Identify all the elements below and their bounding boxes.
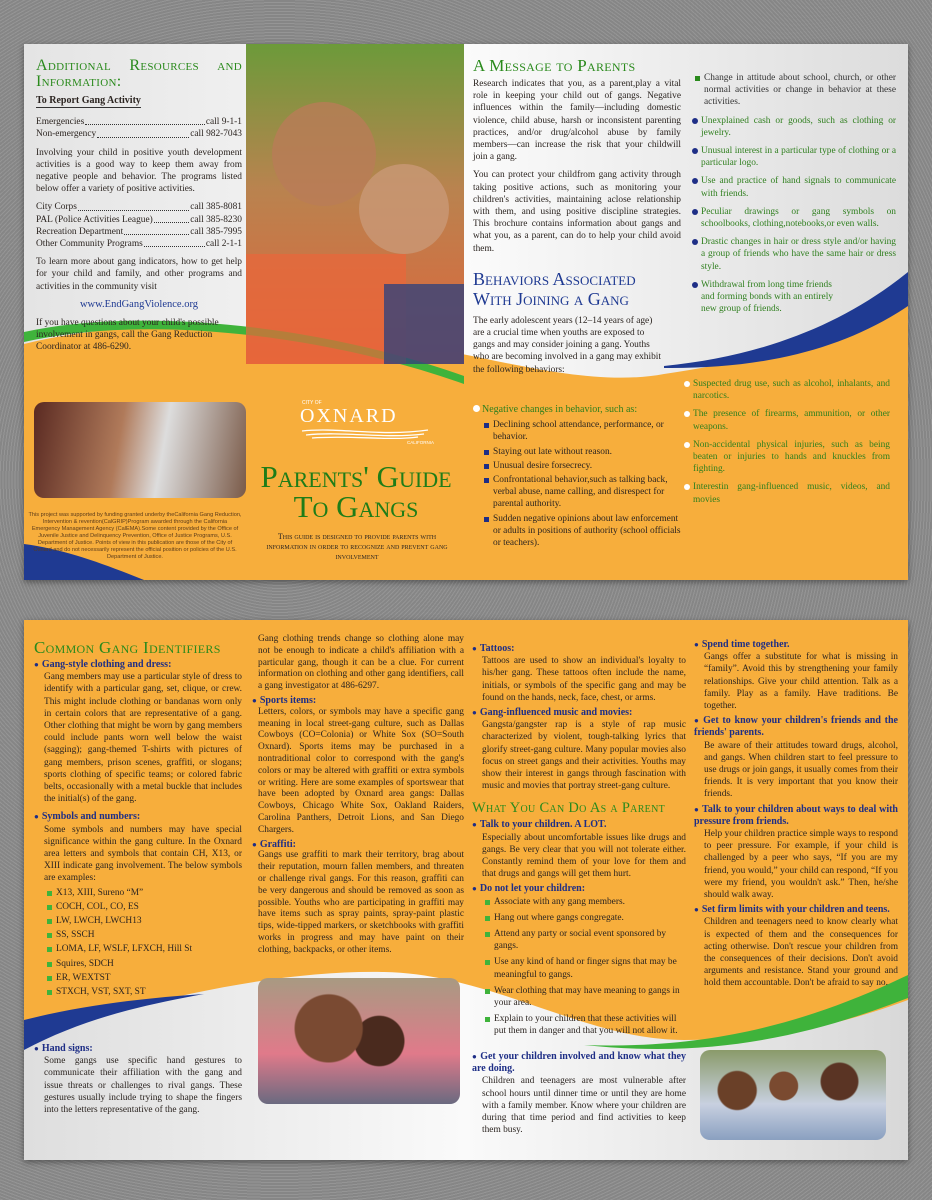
list-heading-text: Negative changes in behavior, such as: (482, 404, 638, 415)
logo-name: OXNARD (300, 405, 398, 427)
section-text: Tattoos are used to show an individual's loyalty to his/her gang. These tattoos often include the name, initials, or symbols of the specific gang and may be found on the hands, neck, face, chest, or arms. (482, 656, 686, 703)
section-text: Gang clothing trends change so clothing alone may not be enough to indicate a child's affiliation with a particular gang, though it can be a clue. For current information on clothing and other gang identifiers, call a gang investigator at 486-6297. (258, 634, 464, 692)
list-item: Unexplained cash or goods, such as clothing or jewelry. (692, 115, 896, 139)
program-label: PAL (Police Activities League) (36, 214, 153, 225)
contact-phone: call 9-1-1 (205, 117, 242, 128)
contact-label: Emergencies (36, 117, 85, 128)
message-column (473, 58, 681, 382)
logo-state: CALIFORNIA (406, 440, 434, 445)
program-phone: call 385-7995 (190, 226, 242, 237)
title-line: Parents' Guide (260, 459, 452, 494)
identifiers-heading: Common Gang Identifiers (34, 638, 221, 657)
section-title: ● Spend time together. (694, 639, 898, 651)
logo-city-of: CITY OF (302, 400, 322, 406)
list-item: Suspected drug use, such as alcohol, inhalants, and narcotics. (684, 378, 890, 402)
contact-label: Non-emergency (36, 129, 97, 140)
behavior-list (473, 404, 683, 551)
section-text: Gangsta/gangster rap is a style of rap music characterized by violent, tough-talking lyrics that glorify street-gang culture. Many popular movies also focus on street gangs and their activities. Youths may show their interest in gangs through fascination with music and movies that portray street-gang culture. (482, 720, 686, 792)
symbol-item: Squires, SDCH (46, 958, 242, 970)
symbol-item: ER, WEXTST (46, 972, 242, 984)
symbol-item: COCH, COL, CO, ES (46, 901, 242, 913)
program-phone: call 385-8230 (190, 214, 242, 225)
symbol-item: SS, SSCH (46, 929, 242, 941)
symbol-item: LW, LWCH, LWCH13 (46, 915, 242, 927)
mother-son-photo (258, 978, 460, 1104)
list-item: Attend any party or social event sponsored by gangs. (484, 928, 686, 952)
hand-signs-section (34, 1040, 242, 1122)
behaviors-intro: The early adolescent years (12–14 years of age) are a crucial time when youths are exposed to gangs and may consider joining a gang. Youths who are becoming involved in a gang may exhibit the following behaviors: (473, 315, 661, 375)
list-item: Non-accidental physical injuries, such as being beaten or injuries to hands and knuckles from fighting. (684, 439, 890, 476)
section-text: Be aware of their attitudes toward drugs, alcohol, and gangs. When children start to feel pressure to use drugs or join gangs, it usually comes from their friends. It is very important that you know their friends. (704, 740, 898, 800)
program-phone: call 2-1-1 (205, 239, 242, 250)
program-label: Recreation Department (36, 226, 124, 237)
list-item: Use any kind of hand or finger signs that may be meaningful to gangs. (484, 956, 686, 980)
list-heading (473, 404, 683, 416)
program-label: City Corps (36, 202, 77, 213)
list-item: Staying out late without reason. (483, 446, 683, 458)
program-pal (36, 214, 242, 226)
program-recreation (36, 226, 242, 238)
learn-more-text: To learn more about gang indicators, how to get help for your child and family, and other programs and activities in the community visit (36, 257, 242, 292)
section-title: ● Talk to your children about ways to deal with pressure from friends. (694, 804, 898, 828)
family-photo (700, 1050, 886, 1140)
program-label: Other Community Programs (36, 239, 143, 250)
list-item: Use and practice of hand signals to communicate with friends. (692, 175, 896, 199)
programs-intro: Involving your child in positive youth development activities is a good way to keep them away from negative people and behavior. The programs listed below offer a variety of positive activities. (36, 147, 242, 195)
program-city-corps (36, 201, 242, 213)
symbol-item: X13, XIII, Sureno “M” (46, 887, 242, 899)
list-item: Drastic changes in hair or dress style and/or having a group of friends who have the same hair or dress style. (692, 236, 896, 273)
symbol-item: LOMA, LF, WSLF, LFXCH, Hill St (46, 943, 242, 955)
section-text: Some symbols and numbers may have special significance within the gang culture. In the Oxnard area letters and symbols that contain CH, X13, or XIII indicate gang involvement. The below symbols are examples: (44, 824, 242, 884)
section-text: Children and teenagers need to know clearly what is expected of them and the consequences for acting otherwise. Don't rescue your children from the consequences of their decisions. Don't avoid arguments and resistance. Stand your ground and hold them accountable. Don't be afraid to say no. (704, 917, 898, 989)
list-item: Explain to your children that these activities will put them in danger and that you will not allow it. (484, 1013, 686, 1037)
title-line: To Gangs (293, 489, 419, 524)
list-item: The presence of firearms, ammunition, or other weapons. (684, 408, 890, 432)
teens-group-photo (34, 402, 246, 498)
brochure-title (248, 459, 464, 524)
section-title: ● Talk to your children. A LOT. (472, 819, 686, 831)
list-item: Change in attitude about school, church, or other normal activities or change in behavior at these activities. (694, 72, 896, 109)
list-item: Unusual interest in a particular type of clothing or a particular logo. (692, 145, 896, 169)
behaviors-continued-column (692, 72, 896, 321)
get-involved-section (472, 1048, 686, 1142)
section-text: Gang members may use a particular style of dress to identify with a particular gang, set, clique, or crew. This might include clothing or bandanas worn only in certain colors that are representative of a gang. Other clothing that might be worn by gang members could include pants worn well below the waist (sagging); gang-themed T-shirts with pictures of gang members, prison scenes, graffiti, or slogans; sports clothing of specific teams; or colored fabric belts, occasionally with a metal buckle that includes the initial(s) of the gang. (44, 672, 242, 805)
program-phone: call 385-8081 (190, 202, 242, 213)
behaviors-heading (473, 269, 681, 309)
program-other (36, 238, 242, 250)
section-title: ● Do not let your children: (472, 883, 686, 895)
list-item: Sudden negative opinions about law enforcement or adults in positions of authority (school officials or teachers). (483, 513, 683, 550)
resources-heading: Additional Resources and Information: (36, 57, 242, 90)
logo-waves-icon (300, 427, 430, 439)
list-item: Associate with any gang members. (484, 896, 686, 908)
list-item: Wear clothing that may have meaning to gangs in your area. (484, 985, 686, 1009)
section-text: Children and teenagers are most vulnerable after school hours until dinner time or until they are home with a family member. Know where your children are during that time period and find activities to keep them busy. (482, 1076, 686, 1136)
list-item: Hang out where gangs congregate. (484, 912, 686, 924)
message-paragraph: Research indicates that you, as a parent,play a vital role in keeping your child out of gangs. Negative influences within the family—including domestic violence, child abuse, harsh or inconsistent parenting practices, and/or drug/alcohol abuse by family members—can increase the risk that your childwill join a gang. (473, 79, 681, 163)
message-heading: A Message to Parents (473, 56, 636, 75)
heading-line: Behaviors Associated (473, 268, 636, 289)
website-link[interactable]: www.EndGangViolence.org (79, 298, 199, 310)
city-of-oxnard-logo (300, 400, 440, 445)
brochure-inside-panel (24, 620, 908, 1160)
section-title: ● Graffiti: (252, 839, 464, 851)
funding-disclaimer: This project was supported by funding granted underby theCalifornia Gang Reduction, Intervention & revention(CalGRIP)Program awarded through the California Emergency Management Agency (CalEMA).Some content provided by the Office of Juvenile Justice and Delinquency Prevention, Office of Justice Programs, U.S. Department of Justice. Points of view in this publication are those of the City of Oxnard and do not necessarily represent the official position or policies of the U.S. Department of Justice. (28, 512, 242, 560)
section-title: ● Get your children involved and know what they are doing. (472, 1051, 686, 1075)
contact-phone: call 982-7043 (190, 129, 242, 140)
list-item: Interestin gang-influenced music, videos, and movies (684, 481, 890, 505)
section-text: Some gangs use specific hand gestures to communicate their affiliation with the gang and issue threats or challenges to rival gangs. These gestures usually include trying to shape the fingers into the letters representative of the gang. (44, 1056, 242, 1116)
list-item: Confrontational behavior,such as talking back, verbal abuse, name calling, and disrespect for parental authority. (483, 474, 683, 511)
section-title: ● Gang-influenced music and movies: (472, 707, 686, 719)
section-text: Help your children practice simple ways to respond to peer pressure. For example, if your child is challenged by a peer who says, “If you are my friend, you would,” your child can respond, “If you were my friend, you wouldn't ask.” Then, he/she should walk away. (704, 829, 898, 901)
parent-actions-column (472, 640, 686, 1040)
list-item: Peculiar drawings or gang symbols on schoolbooks, clothing,notebooks,or even walls. (692, 206, 896, 230)
section-title: ● Gang-style clothing and dress: (34, 659, 242, 671)
contact-emergencies (36, 116, 242, 128)
section-title: ● Get to know your children's friends and the friends' parents. (694, 715, 898, 739)
resources-column (36, 58, 242, 360)
list-item: Withdrawal from long time friends and forming bonds with an entirely new group of friends. (692, 279, 842, 316)
list-item: Unusual desire forsecrecy. (483, 460, 683, 472)
section-title: ● Hand signs: (34, 1043, 242, 1055)
contact-non-emergency (36, 128, 242, 140)
symbol-item: STXCH, VST, SXT, ST (46, 986, 242, 998)
section-text: Gangs offer a substitute for what is missing in “family”. Avoid this by strengthening your family relationships. Give your child attention. Talk as a family. Play as a family. Have traditions. Be together. (704, 652, 898, 712)
what-you-can-do-heading: What You Can Do As a Parent (472, 800, 666, 817)
section-text: Gangs use graffiti to mark their territory, brag about their reputation, mourn fallen members, and threaten or challenge rival gangs. For this reason, graffiti can be very dangerous and should be removed as soon as possible. Youths who are participating in graffiti may have items such as spray paints, spray-paint plastic tips, wide-tipped markers, or sketchbooks with graffiti works in progress and may have paint on their clothing, backpacks, or other items. (258, 850, 464, 955)
section-text: Letters, colors, or symbols may have a specific gang meaning in local street-gang culture, such as Dallas Cowboys (CO=Colonia) or White Sox (SO=South Oxnard). Sports items may be purchased in a nontraditional color to correspond with the gang's colors or may be altered with graffiti or extra symbols or writing. Here are some examples of sportswear that have been adopted by Oxnard area gangs: Dallas Cowboys, Chicago White Sox, Oakland Raiders, Carolina Panthers, Detroit Lions, and San Diego Chargers. (258, 706, 464, 835)
section-text: Especially about uncomfortable issues like drugs and gangs. Be very clear that you will not tolerate either. Constantly remind them of your love for them and that drugs and gangs will get them hurt. (482, 832, 686, 880)
coordinator-text: If you have questions about your child's possible involvement in gangs, call the Gang Reduction Coordinator at 486-6290. (36, 318, 219, 353)
section-title: ● Symbols and numbers: (34, 811, 242, 823)
brochure-outside-panel (24, 44, 908, 580)
identifiers-continued-column (252, 634, 464, 957)
brochure-tagline: This guide is designed to provide parents with information in order to recognize and prevent gang involvement (266, 532, 448, 561)
section-title: ● Set firm limits with your children and teens. (694, 904, 898, 916)
parent-actions-continued-column (694, 636, 898, 996)
report-gang-activity-heading: To Report Gang Activity (36, 95, 141, 108)
message-paragraph: You can protect your childfrom gang activity through taking positive actions, such as monitoring your children's activities, maintaining aclose relationship with them, and using positive discipline strategies. This brochure contains information about gangs and what you, as a parent, can do to help your child avoid them. (473, 170, 681, 254)
identifiers-column (34, 640, 242, 1000)
list-item: Declining school attendance, performance, or behavior. (483, 419, 683, 443)
section-title: ● Tattoos: (472, 643, 686, 655)
section-title: ● Sports items: (252, 695, 464, 707)
behaviors-orange-list (684, 378, 890, 512)
heading-line: With Joining a Gang (473, 288, 629, 309)
